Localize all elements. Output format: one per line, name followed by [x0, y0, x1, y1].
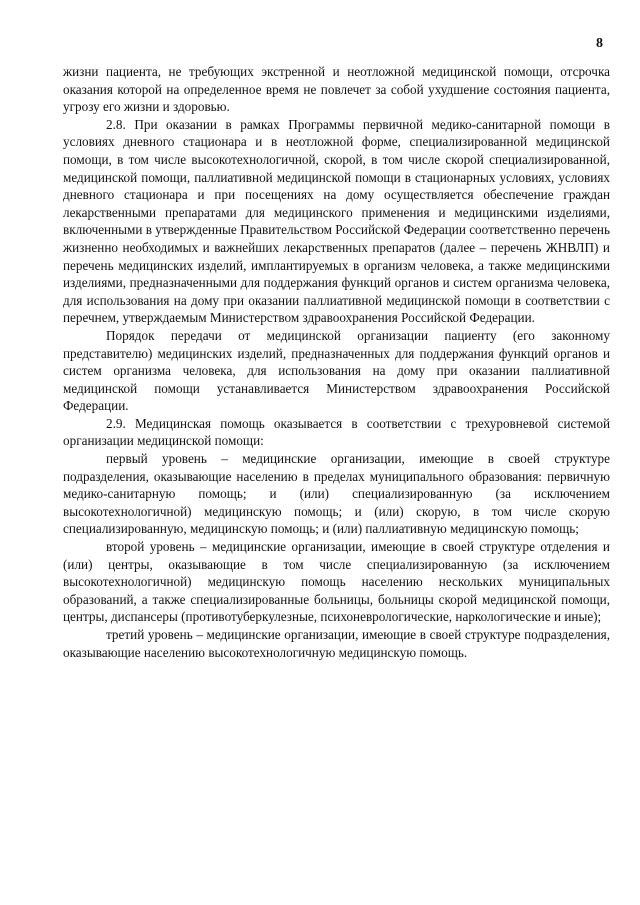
paragraph-transfer-procedure: Порядок передачи от медицинской организации пациенту (его законному представителю) медицинских изделий, предназначенных для поддержания функций органов и систем организма человека, для использования на дому при оказании паллиативной медицинской помощи устанавливается Министерством здравоохранения Российской Федерации. — [63, 327, 610, 414]
document-body — [63, 63, 610, 661]
paragraph-first-level: первый уровень – медицинские организации, имеющие в своей структуре подразделения, оказывающие населению в пределах муниципального образования: первичную медико-санитарную помощь; и (или) специализированную (за исключением высокотехнологичной) медицинскую помощь; и (или) скорую, в том числе скорую специализированную, медицинскую помощь; и (или) паллиативную медицинскую помощь; — [63, 451, 610, 537]
paragraph-2-9: 2.9. Медицинская помощь оказывается в соответствии с трехуровневой системой организации медицинской помощи: — [63, 415, 610, 449]
paragraph-third-level: третий уровень – медицинские организации, имеющие в своей структуре подразделения, оказывающие населению высокотехнологичную медицинскую помощь. — [63, 627, 610, 660]
paragraph-2-8: 2.8. При оказании в рамках Программы первичной медико-санитарной помощи в условиях дневного стационара и в неотложной форме, специализированной медицинской помощи, в том числе высокотехнологичной, скорой, в том числе скорой специализированной, медицинской помощи, паллиативной медицинской помощи в стационарных условиях, условиях дневного стационара и при посещениях на дому осуществляется обеспечение граждан лекарственными препаратами для медицинского применения и медицинскими изделиями, включенными в утвержденные Правительством Российской Федерации соответственно перечень жизненно необходимых и важнейших лекарственных препаратов (далее – перечень ЖНВЛП) и перечень медицинских изделий, имплантируемых в организм человека, а также медицинскими изделиями, предназначенными для поддержания функций органов и систем организма человека, для использования на дому при оказании паллиативной медицинской помощи в соответствии с перечнем, утверждаемым Министерством здравоохранения Российской Федерации. — [63, 116, 610, 326]
page-number: 8 — [596, 36, 603, 51]
paragraph-second-level: второй уровень – медицинские организации, имеющие в своей структуре отделения и (или) центры, оказывающие в том числе специализированную (за исключением высокотехнологичной) медицинскую помощь населению нескольких муниципальных образований, а также специализированные больницы, больницы скорой медицинской помощи, центры, диспансеры (противотуберкулезные, психоневрологические, наркологические и иные); — [63, 539, 610, 625]
paragraph-continuation: жизни пациента, не требующих экстренной и неотложной медицинской помощи, отсрочка оказания которой на определенное время не повлечет за собой ухудшение состояния пациента, угрозу его жизни и здоровью. — [63, 64, 610, 115]
